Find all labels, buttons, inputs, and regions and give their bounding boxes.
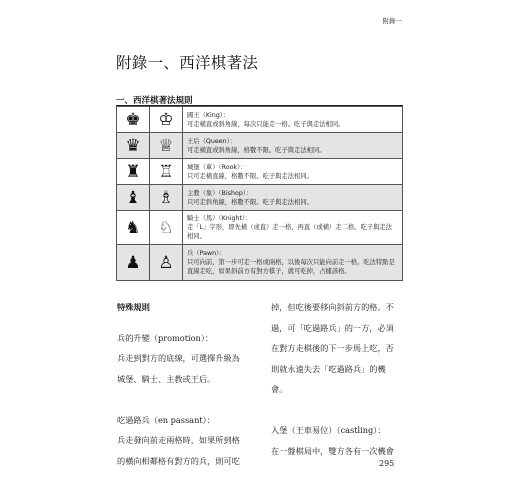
chess-pieces-table — [116, 106, 403, 281]
piece-description-cell — [183, 185, 403, 211]
castling-text-line: 在一盤棋局中，雙方各有一次機會 — [271, 445, 394, 456]
black-bishop-icon: ♝ — [125, 187, 141, 208]
piece-black-cell — [117, 245, 150, 281]
en-passant-continued-line: 在對方走棋後的下一步馬上吃，否 — [271, 343, 394, 353]
white-bishop-icon: ♗ — [158, 187, 174, 208]
en-passant-continued-line: 會。 — [271, 384, 288, 394]
piece-row — [117, 211, 403, 245]
piece-rule-text: 只可走橫直線，格數不限。吃子與走法相同。 — [187, 172, 313, 180]
piece-white-cell — [150, 159, 183, 185]
piece-row — [117, 185, 403, 211]
white-pawn-icon: ♙ — [158, 252, 174, 273]
piece-name: 城堡（車）（Rook）： — [187, 163, 247, 171]
special-rules-right-column — [271, 297, 401, 461]
black-king-icon: ♚ — [125, 109, 141, 130]
piece-white-cell — [150, 211, 183, 245]
special-rules-left-column — [117, 297, 247, 471]
white-rook-icon: ♖ — [158, 161, 174, 182]
piece-name: 兵（Pawn）： — [187, 250, 226, 257]
en-passant-continued-line: 過，可「吃過路兵」的一方，必須 — [271, 322, 394, 333]
piece-name: 王后（Queen）： — [187, 137, 237, 145]
piece-white-cell — [150, 185, 183, 211]
chapter-title: 附錄一、西洋棋著法 — [116, 54, 259, 72]
piece-rule-text: 可走橫直或斜角線，格數不限。吃子與走法相同。 — [187, 146, 326, 154]
piece-rule-text: 走「L」字形，即先橫（或直）走一格，再直（或橫）走二格。吃子與走法相同。 — [187, 224, 393, 240]
castling-title: 入堡（王車易位）（castling）： — [271, 425, 386, 435]
piece-description-cell — [183, 245, 403, 281]
piece-description-cell — [183, 133, 403, 159]
piece-black-cell — [117, 133, 150, 159]
piece-description-cell — [183, 107, 403, 133]
piece-row — [117, 107, 403, 133]
piece-white-cell — [150, 133, 183, 159]
piece-name: 騎士（馬）（Knight）： — [187, 215, 252, 222]
promotion-text-line: 城堡、騎士、主教或王后。 — [117, 373, 216, 384]
piece-black-cell — [117, 185, 150, 211]
black-pawn-icon: ♟ — [125, 252, 141, 273]
piece-row — [117, 159, 403, 185]
piece-description-cell — [183, 211, 403, 245]
piece-rule-text: 只可走斜角線，格數不限。吃子與走法相同。 — [187, 198, 313, 206]
piece-rule-text: 只可向前，第一步可走一格或兩格，以後每次只能向前走一格。吃法特點是直線走吃，如果斜前方有對方棋子，就可吃掉，占據該格。 — [187, 259, 395, 275]
piece-row — [117, 133, 403, 159]
promotion-text-line: 兵走到對方的底線，可選擇升級為 — [117, 353, 240, 363]
piece-row — [117, 245, 403, 281]
black-rook-icon: ♜ — [125, 161, 141, 182]
page-number: 295 — [379, 459, 395, 468]
en-passant-continued-line: 掉，但吃後要移向斜前方的格。不 — [271, 302, 394, 312]
piece-name: 國王（King）： — [187, 111, 230, 119]
white-queen-icon: ♕ — [158, 135, 174, 156]
piece-black-cell — [117, 159, 150, 185]
piece-black-cell — [117, 211, 150, 245]
white-knight-icon: ♘ — [158, 217, 174, 238]
piece-name: 主教（象）（Bishop）： — [187, 189, 253, 197]
piece-white-cell — [150, 245, 183, 281]
en-passant-title: 吃過路兵（en passant）： — [117, 414, 215, 425]
en-passant-continued-line: 則就永遠失去「吃過路兵」的機 — [271, 363, 386, 374]
section-title: 一、西洋棋著法規則 — [116, 96, 193, 106]
piece-rule-text: 可走橫直或斜角線，每次只能走一格。吃子與走法相同。 — [187, 120, 345, 128]
piece-description-cell — [183, 159, 403, 185]
white-king-icon: ♔ — [158, 109, 174, 130]
running-head: 附錄一 — [382, 17, 402, 25]
special-rules-heading: 特殊規則 — [117, 302, 150, 312]
en-passant-text-line: 的橫向相鄰格有對方的兵，則可吃 — [117, 455, 240, 466]
en-passant-text-line: 兵走發向前走兩格時，如果所到格 — [117, 435, 240, 445]
black-queen-icon: ♛ — [125, 135, 141, 156]
promotion-title: 兵的升變（promotion）： — [117, 332, 214, 343]
black-knight-icon: ♞ — [125, 217, 141, 238]
piece-white-cell — [150, 107, 183, 133]
piece-black-cell — [117, 107, 150, 133]
